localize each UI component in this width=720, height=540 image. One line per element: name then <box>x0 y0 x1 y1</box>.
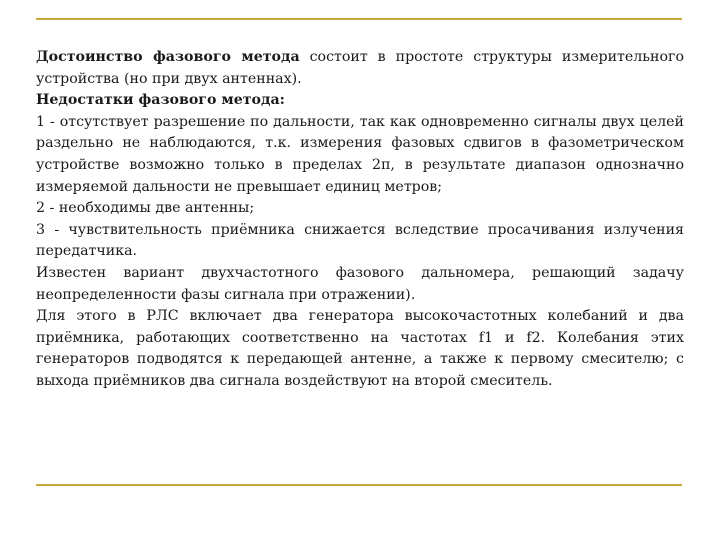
slide-body <box>36 47 684 393</box>
advantage-paragraph <box>36 47 684 90</box>
radar-description-paragraph: Для этого в РЛС включает два генератора высокочастотных колебаний и два приёмника, работающих соответственно на частотах f1 и f2. Колебания этих генераторов подводятся к передающей антенне, а также к первому смесителю; с выхода приёмников два сигнала воздействуют на второй смеситель. <box>36 308 684 389</box>
bottom-divider <box>36 484 682 486</box>
disadvantage-item-1: 1 - отсутствует разрешение по дальности, так как одновременно сигналы двух целей раздельно не наблюдаются, т.к. измерения фазовых сдвигов в фазометрическом устройстве возможно только в пределах 2π, в результате диапазон однозначно измеряемой дальности не превышает единиц метров; <box>36 113 684 195</box>
advantage-text: состоит в простоте структуры измерительного устройства (но при двух антеннах). <box>36 49 684 87</box>
disadvantage-item-2: 2 - необходимы две антенны; <box>36 200 255 217</box>
top-divider <box>36 18 682 20</box>
dual-frequency-paragraph: Известен вариант двухчастотного фазового дальномера, решающий задачу неопределенности фазы сигнала при отражении). <box>36 264 684 303</box>
disadvantages-heading: Недостатки фазового метода: <box>36 92 285 109</box>
disadvantage-item-3: 3 - чувствительность приёмника снижается вследствие просачивания излучения передатчика. <box>36 221 684 260</box>
advantage-title: Достоинство фазового метода <box>36 49 300 65</box>
